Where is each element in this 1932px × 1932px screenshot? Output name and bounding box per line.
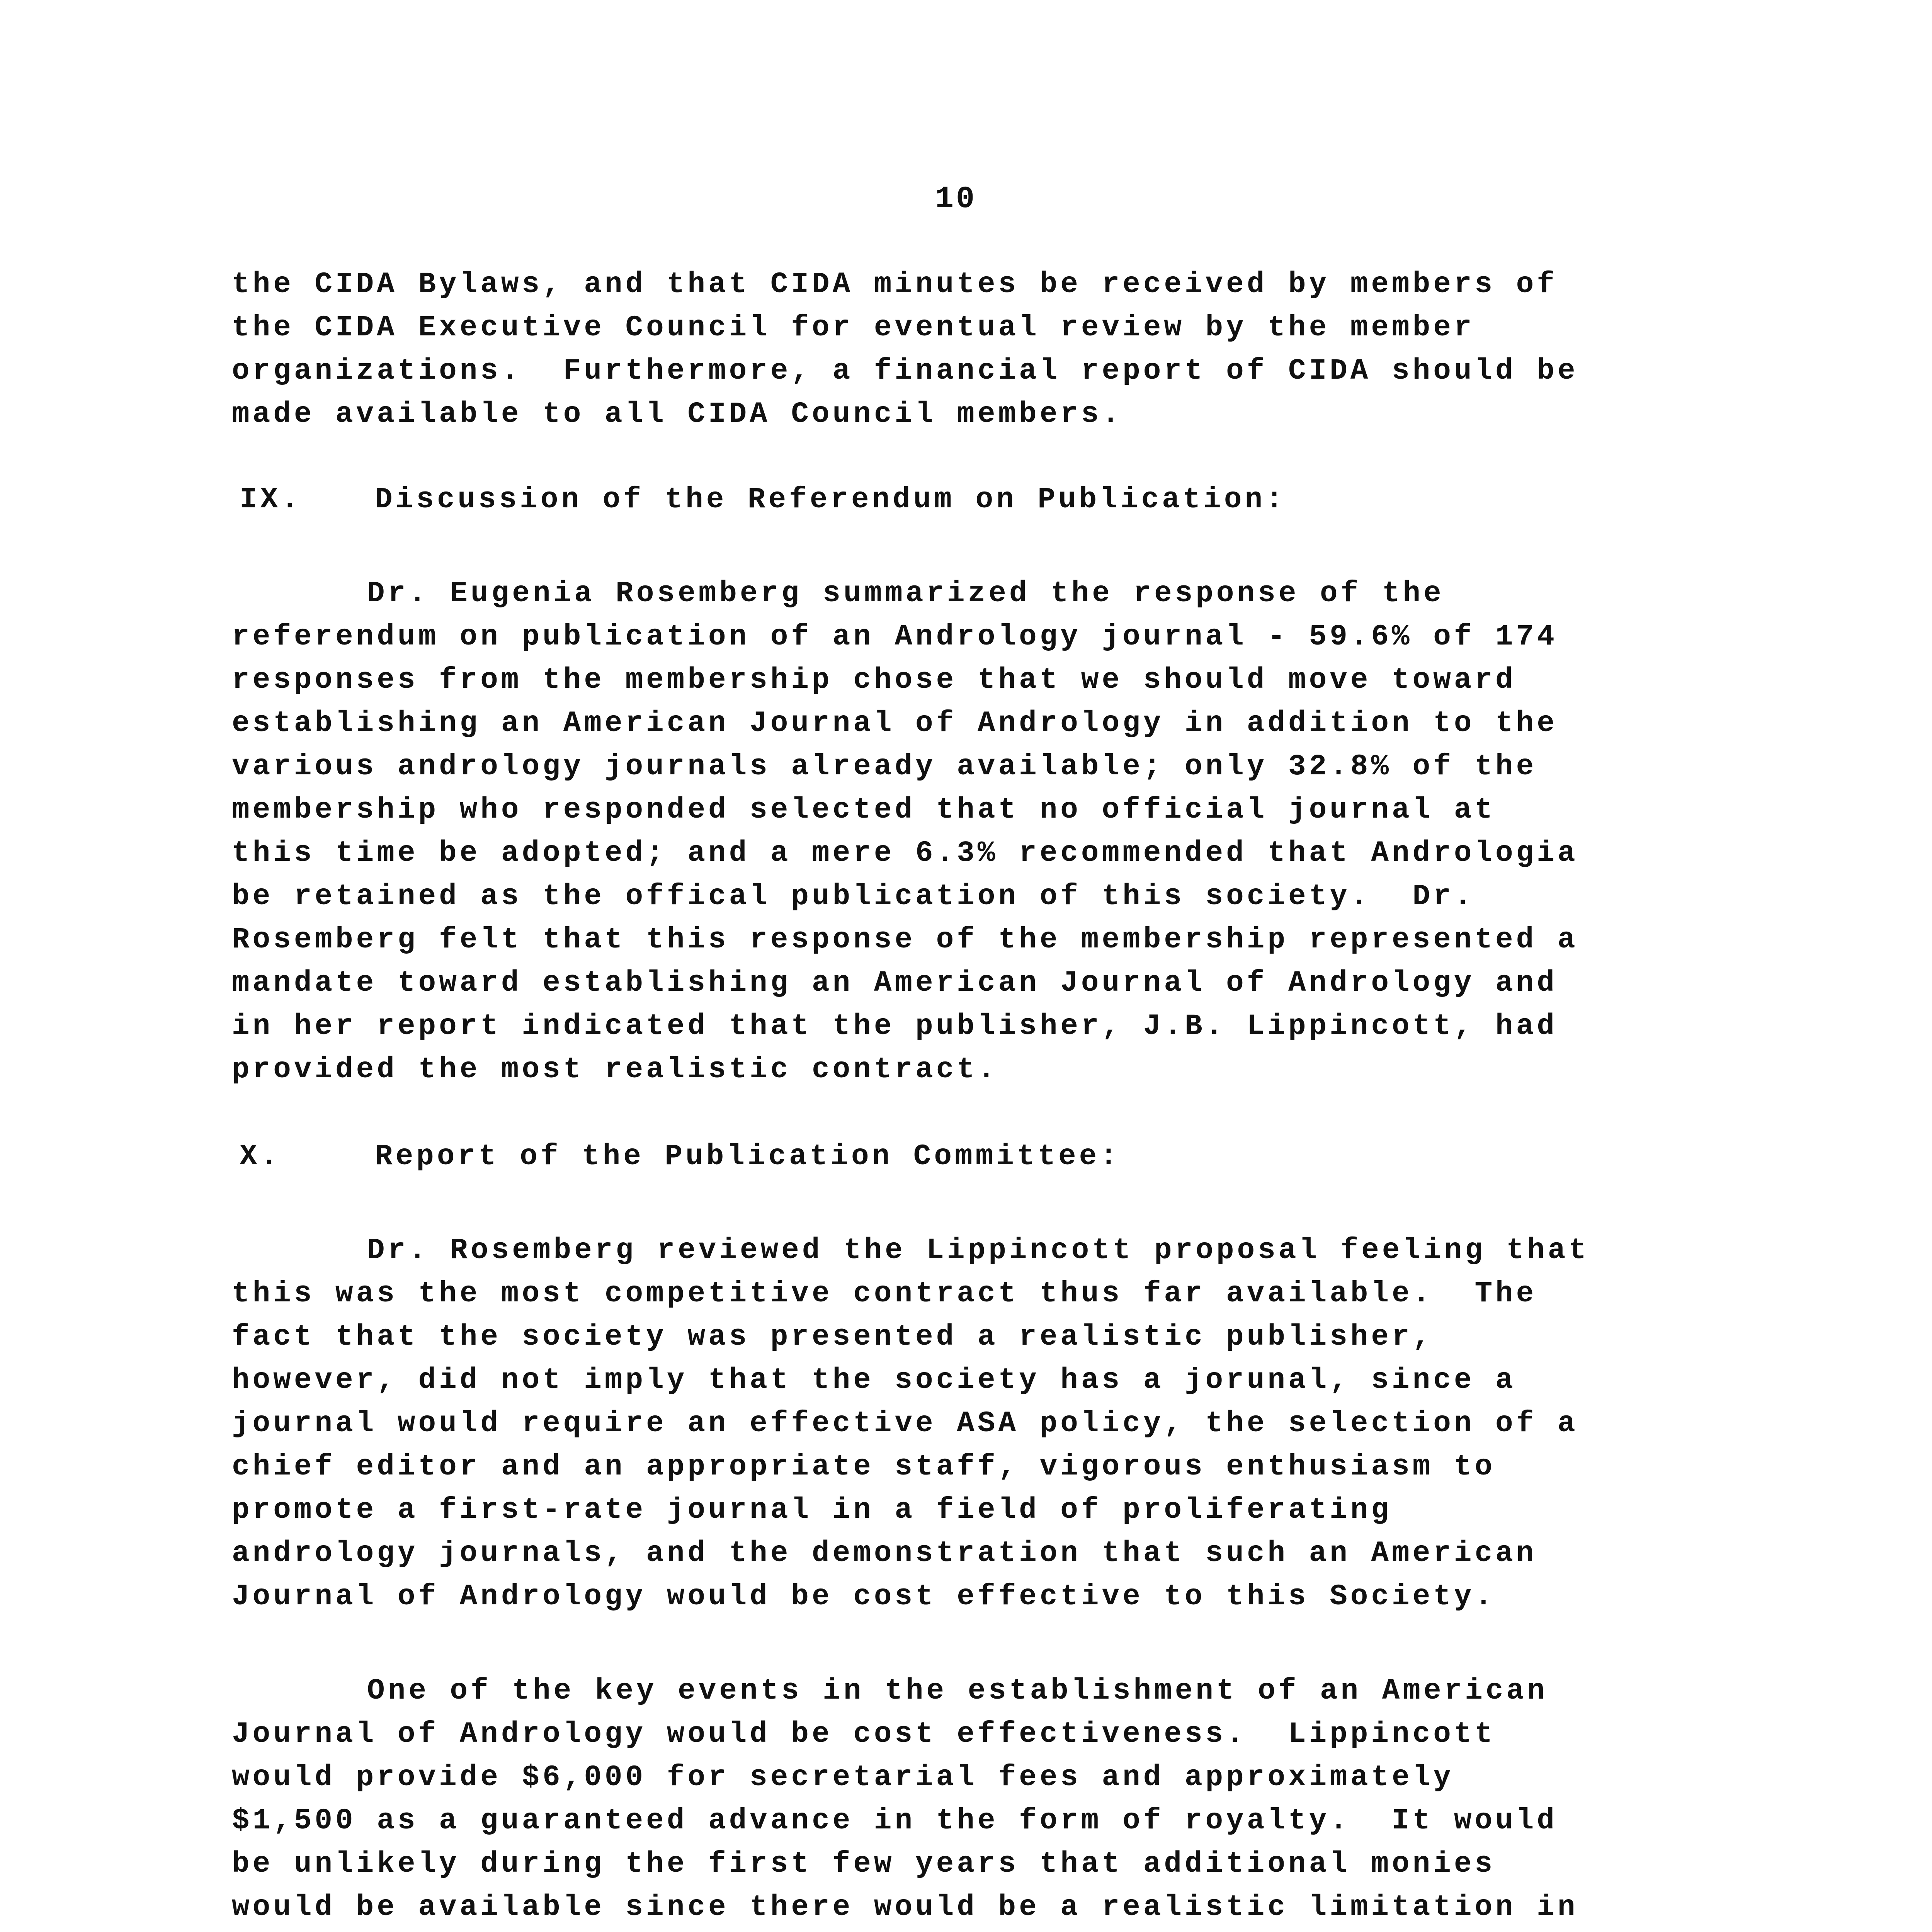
text-line: this was the most competitive contract thus far available. The <box>232 1277 1537 1310</box>
text-line: in her report indicated that the publisher, J.B. Lippincott, had <box>232 1010 1558 1043</box>
section-number: X. <box>240 1140 281 1173</box>
section-x-paragraph-2 <box>232 1669 1762 1932</box>
text-line: provided the most realistic contract. <box>232 1053 998 1086</box>
text-line: made available to all CIDA Council members. <box>232 398 1123 431</box>
text-line: be retained as the offical publication of this society. Dr. <box>232 880 1475 913</box>
text-line: various andrology journals already available; only 32.8% of the <box>232 750 1537 783</box>
text-line: promote a first-rate journal in a field of proliferating <box>232 1493 1392 1527</box>
text-line: Journal of Andrology would be cost effectiveness. Lippincott <box>232 1718 1496 1751</box>
section-x-paragraph-1 <box>232 1229 1762 1618</box>
section-x-heading <box>240 1140 1121 1173</box>
text-line: Journal of Andrology would be cost effective to this Society. <box>232 1580 1496 1613</box>
text-line: mandate toward establishing an American Journal of Andrology and <box>232 966 1558 1000</box>
text-line: the CIDA Bylaws, and that CIDA minutes be received by members of <box>232 268 1558 301</box>
text-line <box>232 1929 1762 1932</box>
text-line: Dr. Eugenia Rosemberg summarized the response of the <box>367 577 1444 610</box>
text-line: fact that the society was presented a realistic publisher, <box>232 1320 1434 1354</box>
section-number: IX. <box>240 483 302 516</box>
section-title: Discussion of the Referendum on Publication: <box>375 483 1286 516</box>
opening-paragraph <box>232 263 1762 436</box>
text-line: journal would require an effective ASA policy, the selection of a <box>232 1407 1578 1440</box>
text-line: would be available since there would be a realistic limitation in <box>232 1891 1578 1924</box>
text-line: responses from the membership chose that we should move toward <box>232 663 1516 697</box>
section-ix-heading <box>240 483 1286 516</box>
page-number: 10 <box>935 182 977 217</box>
text-line: One of the key events in the establishment of an American <box>367 1674 1548 1708</box>
text-line: Dr. Rosemberg reviewed the Lippincott proposal feeling that <box>367 1234 1589 1267</box>
text-line: referendum on publication of an Andrology journal - 59.6% of 174 <box>232 620 1558 653</box>
section-title: Report of the Publication Committee: <box>375 1140 1121 1173</box>
text-line: establishing an American Journal of Andrology in addition to the <box>232 707 1558 740</box>
text-line: the CIDA Executive Council for eventual review by the member <box>232 311 1475 344</box>
text-line: this time be adopted; and a mere 6.3% recommended that Andrologia <box>232 837 1578 870</box>
text-line: $1,500 as a guaranteed advance in the form of royalty. It would <box>232 1804 1558 1837</box>
text-line: organizations. Furthermore, a financial report of CIDA should be <box>232 354 1578 388</box>
text-line: chief editor and an appropriate staff, vigorous enthusiasm to <box>232 1450 1496 1483</box>
text-line: Rosemberg felt that this response of the membership represented a <box>232 923 1578 956</box>
text-line: membership who responded selected that no official journal at <box>232 793 1496 827</box>
section-ix-paragraph <box>232 572 1762 1091</box>
text-line: would provide $6,000 for secretarial fees and approximately <box>232 1761 1454 1794</box>
text-line: however, did not imply that the society has a jorunal, since a <box>232 1364 1516 1397</box>
text-line: andrology journals, and the demonstration that such an American <box>232 1537 1537 1570</box>
text-line: be unlikely during the first few years that additional monies <box>232 1847 1496 1881</box>
